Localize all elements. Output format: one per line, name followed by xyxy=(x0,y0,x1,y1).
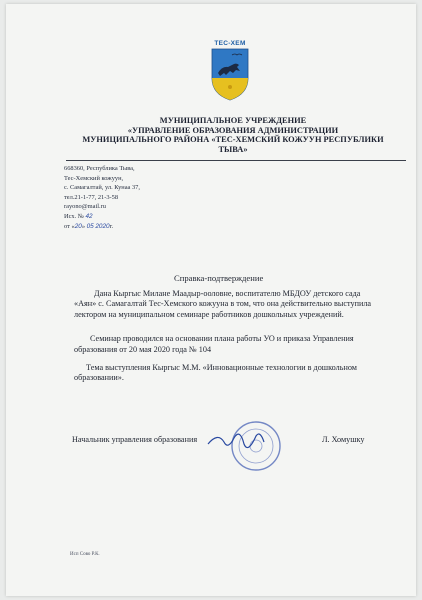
date-prefix: от « xyxy=(64,222,75,230)
header-line-3: МУНИЦИПАЛЬНОГО РАЙОНА «ТЕС-ХЕМСКИЙ КОЖУУН РЕСПУБЛИКИ xyxy=(82,135,384,145)
body-paragraph-1: Дана Кыргыс Милане Маадыр-ооловне, воспитателю МБДОУ детского сада «Аян» с. Самагалтай Тес-Хемского кожууна в том, что она действительно выступила лектором на муниципальном семинаре работников дошкольных учреждений. xyxy=(74,289,372,319)
address-line-2: Тес-Хемский кожуун, xyxy=(64,174,124,182)
header-line-4: ТЫВА» xyxy=(218,144,248,154)
outgoing-ref xyxy=(64,212,140,222)
body-paragraph-3: Тема выступления Кыргыс М.М. «Инновационные технологии в дошкольном образовании». xyxy=(74,363,357,383)
emblem-title: ТЕС-ХЕМ xyxy=(214,40,246,47)
sender-address-block xyxy=(64,164,140,231)
document-title: Справка-подтверждение xyxy=(174,273,264,283)
signatory-name: Л. Хомушку xyxy=(322,435,365,444)
emblem-shield-icon xyxy=(206,40,254,102)
ref-number: 42 xyxy=(85,212,93,220)
address-email: rayono@mail.ru xyxy=(64,203,106,211)
address-line-1: 668360, Республика Тыва, xyxy=(64,165,135,172)
letter-sheet xyxy=(6,4,416,596)
address-line-3: с. Самагалтай, ул. Кунаа 37, xyxy=(64,184,140,192)
document-body xyxy=(74,289,382,384)
date-year: 2020 xyxy=(95,222,110,230)
org-header xyxy=(68,116,398,154)
handwritten-signature xyxy=(208,434,264,448)
outgoing-date xyxy=(64,222,140,232)
date-sep: » xyxy=(81,222,86,230)
district-emblem xyxy=(206,40,254,102)
header-divider xyxy=(66,160,406,161)
signatory-position: Начальник управления образования xyxy=(72,435,198,444)
body-paragraph-2: Семинар проводился на основании плана работы УО и приказа Управления образования от 20 мая 2020 года № 104 xyxy=(74,334,354,354)
header-line-2: «УПРАВЛЕНИЕ ОБРАЗОВАНИЯ АДМИНИСТРАЦИИ xyxy=(127,125,339,135)
date-suffix: г. xyxy=(109,222,114,230)
date-day: 20 xyxy=(74,222,82,230)
ref-label: Исх. № xyxy=(64,212,84,220)
performer-note: Исп Сово Р.К. xyxy=(70,552,100,557)
official-stamp-icon xyxy=(204,414,284,474)
header-line-1: МУНИЦИПАЛЬНОЕ УЧРЕЖДЕНИЕ xyxy=(159,116,307,125)
date-month: 05 xyxy=(86,222,94,230)
address-phones: тел.21-1-77, 21-3-58 xyxy=(64,193,119,201)
